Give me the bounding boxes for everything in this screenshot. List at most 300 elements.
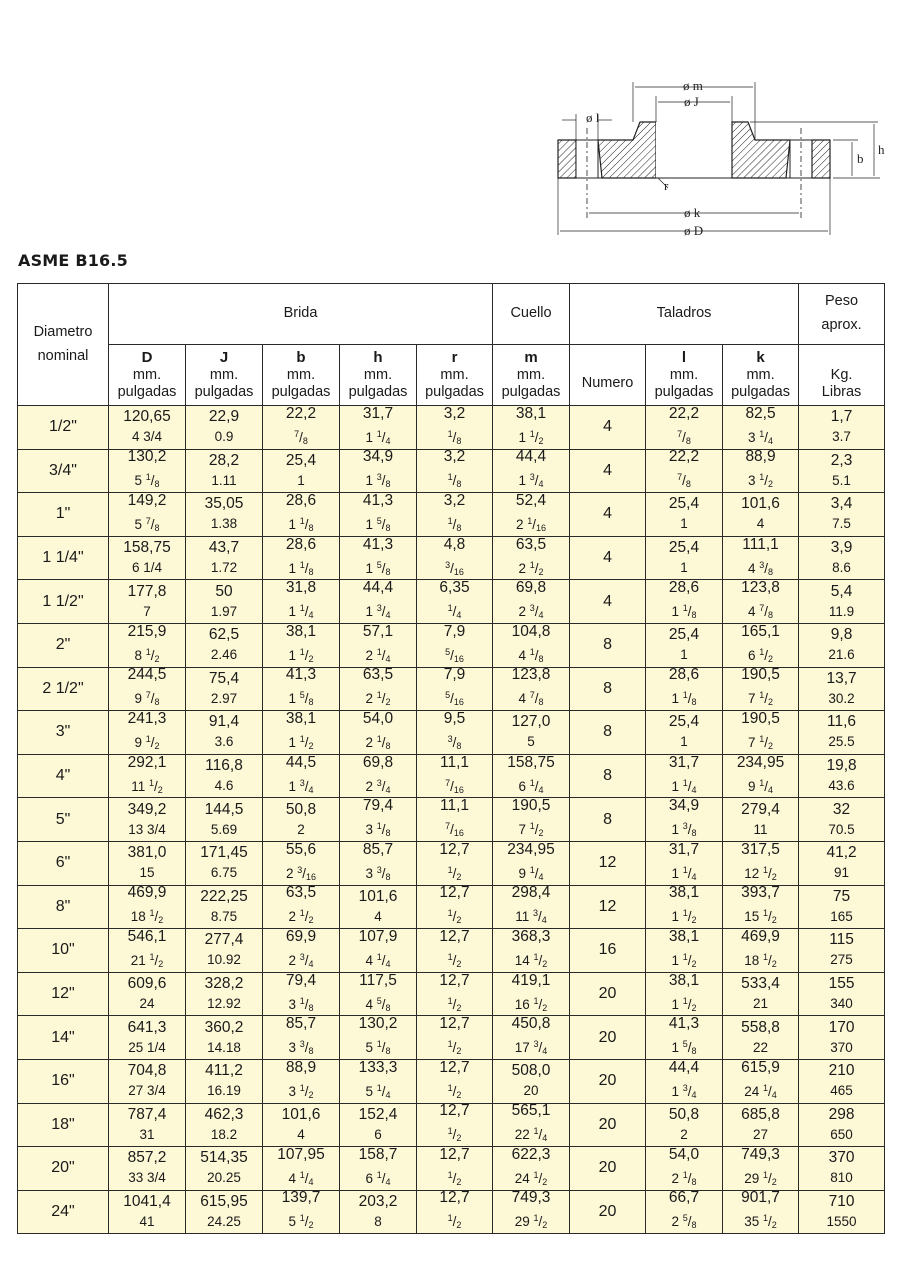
cell-peso: [799, 972, 885, 1016]
cell-mm-value: 38,1: [285, 709, 317, 727]
cell-inch-value: 43.6: [828, 778, 855, 794]
flange-hub-right: [732, 122, 790, 178]
cell-inch-value: 650: [830, 1126, 853, 1142]
cell-k: [723, 972, 799, 1016]
table-row: [18, 449, 885, 493]
cell-mm-value: 133,3: [358, 1058, 398, 1076]
cell-l: [646, 1016, 723, 1060]
cell-inch-value: 12 $^1/_2$: [744, 864, 777, 882]
cell-inch-value: 2.46: [210, 647, 238, 663]
cell-d: [109, 711, 186, 755]
cell-mm-value: 66,7: [668, 1189, 700, 1207]
cell-inch-value: 7 $^1/_2$: [748, 733, 774, 751]
cell-mm-value: 107,9: [358, 927, 398, 945]
table-row: [18, 667, 885, 711]
cell-inch-value: 2 $^1/_8$: [365, 733, 391, 751]
cell-nominal: 1/2": [18, 406, 109, 450]
cell-h: [340, 406, 417, 450]
cell-inch-value: 3.6: [214, 734, 234, 750]
cell-mm-value: 4,8: [443, 535, 466, 553]
cell-m: [493, 754, 570, 798]
cell-inch-value: 8.6: [832, 560, 851, 576]
cell-nominal: 18": [18, 1103, 109, 1147]
cell-mm-value: 38,1: [515, 404, 547, 422]
cell-inch-value: 2 $^3/_4$: [288, 951, 314, 969]
cell-mm-value: 7,9: [443, 622, 466, 640]
cell-m: [493, 972, 570, 1016]
cell-h: [340, 623, 417, 667]
cell-mm-value: 12,7: [439, 840, 470, 858]
cell-inch-value: 1 $^3/_4$: [671, 1082, 697, 1100]
cell-mm-value: 63,5: [515, 535, 547, 553]
cell-j: [186, 449, 263, 493]
cell-k: [723, 449, 799, 493]
cell-inch-value: 27: [753, 1126, 769, 1142]
cell-mm-value: 7,9: [443, 666, 466, 684]
cell-h: [340, 929, 417, 973]
cell-mm-value: 3,9: [830, 539, 853, 557]
cell-mm-value: 533,4: [741, 975, 780, 993]
cell-mm-value: 55,6: [285, 840, 317, 858]
subheader-unit: mm.: [669, 366, 699, 383]
cell-inch-value: 25.5: [828, 734, 855, 750]
cell-j: [186, 798, 263, 842]
cell-d: [109, 1103, 186, 1147]
cell-inch-value: 1 $^1/_2$: [671, 951, 697, 969]
cell-mm-value: 35,05: [204, 495, 244, 513]
cell-inch-value: 6 1/4: [131, 560, 163, 576]
cell-d: [109, 1016, 186, 1060]
cell-r: [417, 580, 493, 624]
cell-mm-value: 31,7: [668, 753, 700, 771]
cell-r: [417, 1016, 493, 1060]
cell-inch-value: 275: [830, 952, 853, 968]
table-row: [18, 1190, 885, 1234]
cell-mm-value: 462,3: [204, 1105, 244, 1123]
cell-k: [723, 1103, 799, 1147]
cell-k: [723, 623, 799, 667]
cell-inch-value: 5 $^1/_8$: [134, 472, 160, 490]
cell-mm-value: 393,7: [741, 884, 780, 902]
cell-h: [340, 667, 417, 711]
cell-inch-value: 1 $^1/_4$: [288, 603, 314, 621]
cell-b: [263, 1016, 340, 1060]
cell-mm-value: 101,6: [281, 1105, 321, 1123]
cell-mm-value: 111,1: [742, 535, 779, 553]
cell-inch-value: 5 $^7/_8$: [134, 515, 160, 533]
cell-inch-value: 70.5: [828, 821, 855, 837]
subheader-unit: mm.: [363, 366, 393, 383]
cell-mm-value: 298,4: [511, 884, 551, 902]
cell-d: [109, 841, 186, 885]
cell-inch-value: $^1/_8$: [447, 428, 462, 446]
cell-inch-value: $^1/_2$: [447, 1082, 462, 1100]
cell-mm-value: 158,75: [507, 753, 555, 771]
flange-diagram: [540, 70, 885, 245]
cell-nominal: 1 1/4": [18, 536, 109, 580]
cell-inch-value: 6 $^1/_2$: [748, 646, 774, 664]
cell-inch-value: 27 3/4: [128, 1083, 166, 1099]
cell-inch-value: 1 $^1/_2$: [518, 428, 544, 446]
cell-mm-value: 25,4: [668, 713, 700, 731]
label-d: ø D: [684, 223, 704, 238]
cell-numero: 20: [570, 1059, 646, 1103]
cell-mm-value: 25,4: [668, 539, 700, 557]
cell-mm-value: 514,35: [200, 1149, 248, 1167]
cell-inch-value: $^1/_2$: [447, 1169, 462, 1187]
cell-h: [340, 885, 417, 929]
cell-nominal: 12": [18, 972, 109, 1016]
cell-mm-value: 622,3: [511, 1145, 551, 1163]
cell-mm-value: 69,9: [285, 927, 317, 945]
cell-mm-value: 12,7: [439, 1015, 470, 1033]
subheader-unit: mm.: [746, 366, 775, 383]
cell-mm-value: 25,4: [668, 626, 700, 644]
cell-inch-value: 1: [680, 734, 688, 750]
cell-inch-value: 2: [297, 821, 305, 837]
cell-mm-value: 31,7: [668, 840, 700, 858]
cell-r: [417, 711, 493, 755]
cell-h: [340, 1147, 417, 1191]
cell-m: [493, 449, 570, 493]
cell-m: [493, 493, 570, 537]
subheader-row: [18, 345, 885, 406]
cell-inch-value: 33 3/4: [128, 1170, 166, 1186]
cell-mm-value: 615,95: [200, 1192, 248, 1210]
cell-b: [263, 972, 340, 1016]
cell-inch-value: 3 $^1/_2$: [748, 472, 774, 490]
cell-mm-value: 62,5: [208, 626, 240, 644]
cell-d: [109, 1059, 186, 1103]
cell-inch-value: 2 $^1/_4$: [365, 646, 391, 664]
cell-mm-value: 12,7: [439, 927, 470, 945]
cell-l: [646, 623, 723, 667]
cell-nominal: 3/4": [18, 449, 109, 493]
cell-nominal: 8": [18, 885, 109, 929]
header-peso: [799, 284, 885, 345]
cell-mm-value: 190,5: [511, 797, 551, 815]
cell-peso: [799, 929, 885, 973]
cell-mm-value: 13,7: [826, 669, 857, 687]
cell-inch-value: 810: [830, 1170, 853, 1186]
cell-numero: 4: [570, 449, 646, 493]
cell-l: [646, 580, 723, 624]
cell-peso: [799, 536, 885, 580]
cell-inch-value: 2 $^1/_8$: [671, 1169, 697, 1187]
subheader-unit-2: Libras: [821, 384, 862, 400]
cell-d: [109, 929, 186, 973]
cell-mm-value: 215,9: [127, 622, 167, 640]
cell-inch-value: 2 $^1/_2$: [288, 908, 314, 926]
cell-b: [263, 1147, 340, 1191]
cell-inch-value: 1 $^1/_4$: [365, 428, 391, 446]
cell-mm-value: 370: [828, 1149, 855, 1167]
cell-inch-value: 370: [830, 1039, 853, 1055]
subheader-col-7: [646, 345, 723, 406]
cell-mm-value: 38,1: [668, 971, 700, 989]
cell-inch-value: 11.9: [828, 603, 855, 619]
subheader-letter: J: [219, 348, 229, 366]
cell-inch-value: 20.25: [207, 1170, 241, 1186]
cell-r: [417, 623, 493, 667]
cell-mm-value: 19,8: [826, 757, 857, 775]
cell-r: [417, 406, 493, 450]
cell-nominal: 5": [18, 798, 109, 842]
cell-j: [186, 623, 263, 667]
cell-nominal: 10": [18, 929, 109, 973]
cell-inch-value: 1: [297, 472, 305, 488]
cell-inch-value: 2.97: [210, 690, 238, 706]
cell-peso: [799, 1016, 885, 1060]
cell-mm-value: 52,4: [515, 491, 547, 509]
header-nominal-line1: Diametro: [33, 323, 93, 340]
cell-mm-value: 9,8: [830, 626, 853, 644]
cell-r: [417, 885, 493, 929]
cell-inch-value: $^1/_8$: [447, 515, 462, 533]
cell-mm-value: 177,8: [127, 582, 167, 600]
cell-mm-value: 57,1: [362, 622, 394, 640]
cell-l: [646, 536, 723, 580]
cell-inch-value: $^1/_8$: [447, 472, 462, 490]
cell-inch-value: 6 $^1/_4$: [365, 1169, 391, 1187]
cell-inch-value: 8 $^1/_2$: [134, 646, 160, 664]
cell-mm-value: 25,4: [668, 495, 700, 513]
cell-mm-value: 34,9: [362, 448, 394, 466]
cell-numero: 20: [570, 1016, 646, 1060]
cell-inch-value: 9 $^1/_2$: [134, 733, 160, 751]
cell-inch-value: 91: [834, 865, 850, 881]
cell-inch-value: 6.75: [210, 865, 238, 881]
cell-mm-value: 63,5: [362, 666, 394, 684]
cell-d: [109, 493, 186, 537]
cell-mm-value: 901,7: [741, 1189, 780, 1207]
cell-m: [493, 929, 570, 973]
cell-peso: [799, 711, 885, 755]
subheader-col-0: [109, 345, 186, 406]
cell-inch-value: 7: [143, 603, 151, 619]
cell-peso: [799, 754, 885, 798]
cell-d: [109, 536, 186, 580]
cell-j: [186, 841, 263, 885]
cell-inch-value: 18.2: [210, 1126, 238, 1142]
cell-mm-value: 360,2: [204, 1018, 244, 1036]
cell-j: [186, 493, 263, 537]
cell-inch-value: $^1/_2$: [447, 864, 462, 882]
cell-mm-value: 12,7: [439, 884, 470, 902]
standard-title: ASME B16.5: [18, 251, 128, 270]
cell-b: [263, 929, 340, 973]
cell-l: [646, 841, 723, 885]
subheader-col-5: [493, 345, 570, 406]
subheader-unit: mm.: [516, 366, 546, 383]
cell-d: [109, 667, 186, 711]
cell-inch-value: 1 $^1/_2$: [288, 733, 314, 751]
subheader-letter: [570, 357, 645, 375]
label-l: ø l: [586, 110, 600, 125]
cell-mm-value: 615,9: [741, 1058, 780, 1076]
cell-mm-value: 38,1: [285, 622, 317, 640]
cell-mm-value: 190,5: [741, 709, 780, 727]
cell-inch-value: 1 $^1/_4$: [671, 777, 697, 795]
cell-k: [723, 667, 799, 711]
cell-inch-value: 24 $^1/_4$: [744, 1082, 777, 1100]
cell-mm-value: 41,3: [668, 1015, 700, 1033]
cell-mm-value: 158,7: [358, 1145, 398, 1163]
cell-mm-value: 22,2: [285, 404, 317, 422]
cell-mm-value: 88,9: [745, 448, 776, 466]
table-row: [18, 711, 885, 755]
cell-inch-value: 7 $^1/_2$: [748, 690, 774, 708]
subheader-col-1: [186, 345, 263, 406]
subheader-letter: l: [681, 348, 687, 366]
cell-mm-value: 749,3: [511, 1189, 551, 1207]
cell-l: [646, 711, 723, 755]
flange-section-left: [558, 140, 576, 178]
cell-b: [263, 406, 340, 450]
cell-peso: [799, 667, 885, 711]
cell-mm-value: 44,4: [362, 579, 394, 597]
cell-b: [263, 798, 340, 842]
table-row: [18, 493, 885, 537]
cell-mm-value: 69,8: [362, 753, 394, 771]
cell-r: [417, 493, 493, 537]
cell-mm-value: 12,7: [439, 1189, 470, 1207]
label-k: ø k: [684, 205, 701, 220]
cell-peso: [799, 1147, 885, 1191]
header-cuello: Cuello: [493, 284, 570, 345]
cell-mm-value: 3,2: [443, 404, 466, 422]
cell-k: [723, 929, 799, 973]
cell-inch-value: 13 3/4: [128, 821, 166, 837]
cell-d: [109, 798, 186, 842]
cell-inch-value: $^1/_4$: [447, 603, 462, 621]
cell-inch-value: 5.69: [210, 821, 238, 837]
cell-numero: 8: [570, 754, 646, 798]
cell-mm-value: 749,3: [741, 1145, 780, 1163]
cell-mm-value: 6,35: [439, 579, 470, 597]
cell-mm-value: 43,7: [208, 539, 240, 557]
cell-mm-value: 158,75: [123, 539, 171, 557]
label-j: ø J: [684, 94, 699, 109]
cell-mm-value: 2,3: [830, 451, 853, 469]
cell-mm-value: 120,65: [123, 408, 171, 426]
subheader-unit-2: pulgadas: [117, 384, 177, 400]
cell-mm-value: 234,95: [507, 840, 555, 858]
cell-m: [493, 1147, 570, 1191]
cell-d: [109, 1147, 186, 1191]
cell-mm-value: 123,8: [741, 579, 780, 597]
cell-numero: 4: [570, 493, 646, 537]
cell-mm-value: 41,2: [826, 844, 857, 862]
cell-mm-value: 41,3: [362, 491, 394, 509]
cell-inch-value: 2 $^1/_{16}$: [515, 515, 547, 533]
cell-mm-value: 155: [828, 975, 855, 993]
cell-mm-value: 469,9: [127, 884, 167, 902]
cell-inch-value: 2 $^3/_{16}$: [285, 864, 317, 882]
cell-l: [646, 1147, 723, 1191]
cell-m: [493, 536, 570, 580]
subheader-letter: h: [373, 348, 383, 366]
cell-peso: [799, 580, 885, 624]
cell-inch-value: 14.18: [207, 1039, 241, 1055]
cell-mm-value: 85,7: [285, 1015, 317, 1033]
table-row: [18, 580, 885, 624]
cell-m: [493, 1016, 570, 1060]
cell-mm-value: 22,2: [668, 404, 700, 422]
cell-j: [186, 1190, 263, 1234]
cell-inch-value: 17 $^3/_4$: [514, 1039, 548, 1057]
cell-mm-value: 298: [828, 1105, 855, 1123]
cell-inch-value: 9 $^1/_4$: [748, 777, 774, 795]
cell-inch-value: 11: [753, 821, 768, 837]
cell-b: [263, 1190, 340, 1234]
cell-numero: 8: [570, 798, 646, 842]
cell-mm-value: 123,8: [511, 666, 551, 684]
cell-nominal: 14": [18, 1016, 109, 1060]
cell-l: [646, 929, 723, 973]
cell-inch-value: 1 $^5/_8$: [365, 559, 391, 577]
cell-nominal: 16": [18, 1059, 109, 1103]
cell-mm-value: 170: [828, 1018, 855, 1036]
cell-inch-value: $^7/_8$: [677, 428, 691, 446]
cell-h: [340, 798, 417, 842]
cell-inch-value: 30.2: [828, 690, 855, 706]
cell-inch-value: 4 3/4: [131, 429, 163, 445]
cell-inch-value: 1.11: [211, 472, 237, 488]
cell-mm-value: 210: [828, 1062, 855, 1080]
cell-mm-value: 787,4: [127, 1105, 167, 1123]
cell-j: [186, 536, 263, 580]
subheader-unit-2: pulgadas: [425, 384, 484, 400]
table-row: [18, 929, 885, 973]
cell-inch-value: 1: [680, 560, 688, 576]
cell-inch-value: 1.72: [210, 560, 238, 576]
cell-l: [646, 1190, 723, 1234]
cell-inch-value: 2 $^1/_2$: [518, 559, 544, 577]
cell-d: [109, 754, 186, 798]
subheader-unit: mm.: [440, 366, 469, 383]
cell-h: [340, 1016, 417, 1060]
cell-inch-value: 2 $^1/_2$: [365, 690, 391, 708]
cell-mm-value: 28,6: [668, 579, 700, 597]
cell-mm-value: 82,5: [745, 404, 776, 422]
subheader-unit: Numero: [581, 375, 634, 392]
cell-mm-value: 116,8: [205, 757, 243, 775]
cell-numero: 20: [570, 1190, 646, 1234]
cell-inch-value: $^1/_2$: [447, 1039, 462, 1057]
cell-inch-value: 1 $^1/_8$: [671, 690, 697, 708]
cell-inch-value: 340: [830, 996, 853, 1012]
subheader-unit: mm.: [286, 366, 316, 383]
cell-b: [263, 711, 340, 755]
cell-mm-value: 22,2: [668, 448, 700, 466]
cell-inch-value: $^1/_2$: [447, 1213, 462, 1231]
cell-inch-value: 3 $^3/_8$: [365, 864, 391, 882]
cell-peso: [799, 623, 885, 667]
cell-numero: 4: [570, 580, 646, 624]
cell-mm-value: 139,7: [281, 1189, 321, 1207]
cell-k: [723, 754, 799, 798]
cell-inch-value: 8.75: [210, 908, 238, 924]
cell-inch-value: 2 $^3/_4$: [518, 603, 544, 621]
cell-inch-value: 4: [374, 908, 382, 924]
cell-inch-value: $^1/_2$: [447, 908, 462, 926]
cell-nominal: 3": [18, 711, 109, 755]
cell-r: [417, 972, 493, 1016]
cell-numero: 8: [570, 711, 646, 755]
subheader-letter: b: [296, 348, 306, 366]
cell-inch-value: 3.7: [832, 429, 851, 445]
